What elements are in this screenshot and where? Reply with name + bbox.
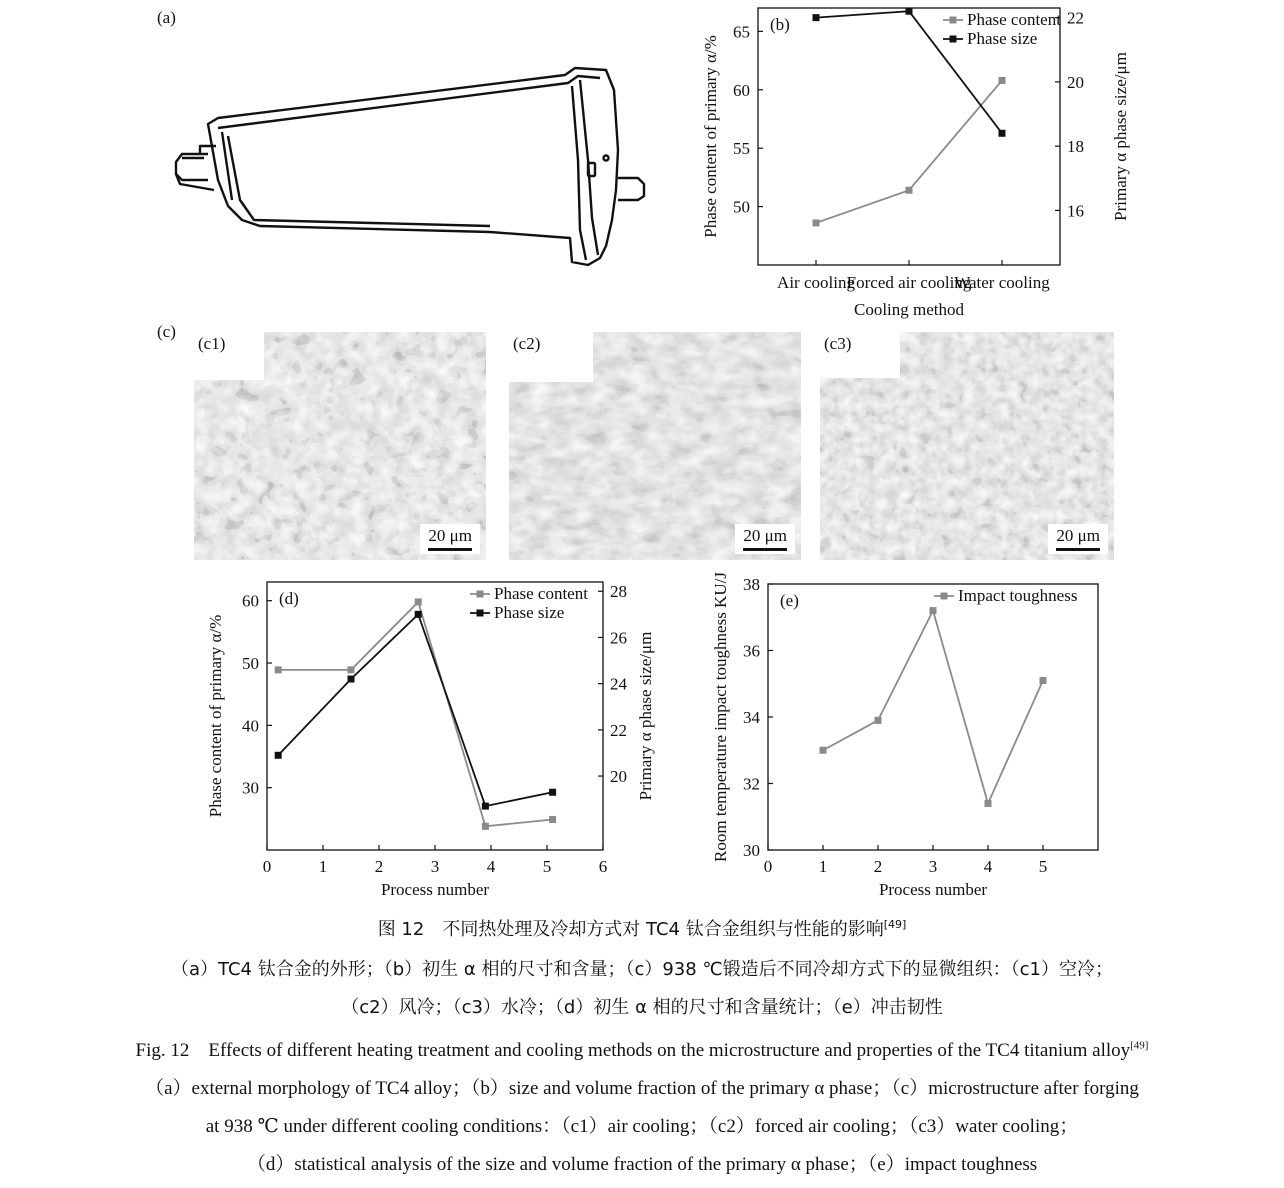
series-point-0 (999, 77, 1006, 84)
chart-b (690, 0, 1140, 330)
series-point-1 (275, 752, 282, 759)
y-tick-label: 34 (743, 708, 760, 727)
y2-tick-label: 18 (1067, 137, 1084, 157)
y2-axis-title: Primary α phase size/μm (636, 631, 655, 801)
legend-label-0: Phase content (494, 584, 588, 603)
y2-tick-label: 24 (610, 674, 627, 694)
y-tick-label: 60 (242, 591, 259, 611)
x-axis-title: Process number (878, 880, 988, 899)
legend-label-0: Impact toughness (958, 586, 1078, 605)
x-tick-label: 2 (374, 857, 384, 876)
y2-tick-label: 22 (610, 720, 627, 740)
series-point-0 (875, 717, 882, 724)
x-tick-label: 0 (262, 857, 272, 876)
x-tick-label: 4 (486, 857, 496, 876)
legend-marker-1 (477, 610, 484, 617)
caption-cn-title (0, 915, 1284, 941)
x-tick-label: 2 (873, 857, 883, 876)
scale-text: 20 μm (743, 526, 787, 545)
scale-line (743, 548, 787, 551)
y2-tick-label: 26 (610, 628, 627, 648)
x-tick-label: 5 (542, 857, 552, 876)
micrograph-c1-label: (c1) (194, 332, 264, 380)
series-point-0 (820, 747, 827, 754)
chart-panel-label: (b) (770, 15, 790, 34)
chart-panel-label: (d) (279, 589, 299, 608)
series-line-0 (278, 602, 552, 826)
y2-tick-label: 22 (1067, 8, 1084, 28)
series-point-0 (813, 219, 820, 226)
y-tick-label: 55 (733, 139, 750, 159)
series-point-1 (906, 8, 913, 15)
series-line-1 (278, 614, 552, 806)
x-axis-title: Cooling method (853, 300, 965, 319)
micrograph-c3 (820, 332, 1114, 560)
series-point-0 (348, 666, 355, 673)
series-point-0 (482, 823, 489, 830)
y-tick-label: 50 (242, 654, 259, 674)
x-tick-label: 3 (430, 857, 440, 876)
series-point-1 (415, 611, 422, 618)
series-point-1 (813, 14, 820, 21)
y-tick-label: 60 (733, 80, 750, 100)
y-tick-label: 38 (743, 575, 760, 594)
plot-frame (768, 584, 1098, 850)
y2-tick-label: 20 (610, 767, 627, 787)
blade-drawing (160, 50, 660, 280)
panel-a-label: (a) (157, 8, 176, 27)
legend-marker-0 (950, 17, 957, 24)
panel-c-label: (c) (157, 322, 176, 341)
series-point-0 (415, 598, 422, 605)
chart-d (195, 570, 665, 905)
scale-text: 20 μm (428, 526, 472, 545)
y-tick-label: 30 (743, 841, 760, 860)
series-point-1 (999, 130, 1006, 137)
x-tick-label: 0 (763, 857, 773, 876)
x-tick-label: 3 (928, 857, 938, 876)
y-axis-title: Room temperature impact toughness KU/J (711, 572, 730, 862)
y2-tick-label: 16 (1067, 201, 1084, 221)
caption-cn-ref: [49] (883, 918, 907, 931)
series-point-0 (1040, 677, 1047, 684)
chart-panel-label: (e) (780, 591, 799, 610)
series-point-1 (549, 789, 556, 796)
series-line-0 (823, 611, 1043, 804)
micrograph-c1 (194, 332, 486, 560)
x-axis-title: Process number (380, 880, 490, 899)
x-tick-label: 1 (318, 857, 328, 876)
caption-en-line1: （a）external morphology of TC4 alloy；（b）size and volume fraction of the primary α phase；（c）microstructure after forging (145, 1078, 1139, 1099)
y-axis-title: Phase content of primary α/% (206, 614, 225, 818)
x-tick-label: 4 (983, 857, 993, 876)
legend-label-0: Phase content (967, 10, 1061, 29)
legend-marker-0 (477, 591, 484, 598)
legend-label-1: Phase size (967, 29, 1038, 48)
x-tick-label: 6 (598, 857, 608, 876)
micrograph-c3-label: (c3) (820, 332, 900, 378)
y-tick-label: 30 (242, 778, 259, 798)
micrograph-c2-label: (c2) (509, 332, 593, 382)
caption-cn-line1: （a）TC4 钛合金的外形；（b）初生 α 相的尺寸和含量；（c）938 ℃锻造后不同冷却方式下的显微组织：（c1）空冷； (171, 959, 1113, 980)
series-line-0 (816, 80, 1002, 223)
series-point-0 (906, 187, 913, 194)
legend-marker-1 (950, 36, 957, 43)
series-point-0 (985, 800, 992, 807)
y-tick-label: 65 (733, 22, 750, 42)
series-point-0 (930, 607, 937, 614)
caption-en-line2: at 938 ℃ under different cooling conditions：（c1）air cooling；（c2）forced air cooling；（c3）water cooling； (205, 1116, 1079, 1137)
x-tick-label: Water cooling (954, 273, 1050, 292)
micrograph-c2 (509, 332, 801, 560)
y-tick-label: 32 (743, 774, 760, 794)
legend-marker-0 (941, 593, 948, 600)
caption-en-title (0, 1035, 1284, 1062)
micrograph-c3-scalebar (1048, 524, 1108, 554)
x-tick-label: Air cooling (777, 273, 855, 292)
series-point-1 (482, 803, 489, 810)
legend-label-1: Phase size (494, 603, 565, 622)
plot-frame (267, 582, 603, 850)
caption-cn-line2: （c2）风冷；（c3）水冷；（d）初生 α 相的尺寸和含量统计；（e）冲击韧性 (341, 997, 943, 1018)
caption-cn-title-text: 图 12 不同热处理及冷却方式对 TC4 钛合金组织与性能的影响 (377, 919, 884, 940)
micrograph-c2-scalebar (735, 524, 795, 554)
y-tick-label: 36 (743, 641, 760, 661)
y2-tick-label: 28 (610, 582, 627, 602)
x-tick-label: Forced air cooling (846, 273, 972, 292)
series-point-0 (549, 816, 556, 823)
caption-en-ref: [49] (1130, 1039, 1149, 1052)
scale-line (1056, 548, 1100, 551)
y2-tick-label: 20 (1067, 72, 1084, 92)
y-tick-label: 50 (733, 197, 750, 217)
x-tick-label: 5 (1038, 857, 1048, 876)
micrograph-c1-scalebar (420, 524, 480, 554)
chart-e (700, 570, 1120, 905)
y-axis-title: Phase content of primary α/% (701, 35, 720, 238)
x-tick-label: 1 (818, 857, 828, 876)
scale-line (428, 548, 472, 551)
series-point-1 (348, 676, 355, 683)
caption-en-line3: （d）statistical analysis of the size and volume fraction of the primary α phase；（e）impact toughness (246, 1154, 1038, 1175)
series-point-0 (275, 666, 282, 673)
scale-text: 20 μm (1056, 526, 1100, 545)
y2-axis-title: Primary α phase size/μm (1111, 52, 1130, 221)
y-tick-label: 40 (242, 716, 259, 736)
caption-en-title-text: Fig. 12 Effects of different heating treatment and cooling methods on the microstructure and properties of the TC4 titanium alloy (135, 1040, 1131, 1061)
